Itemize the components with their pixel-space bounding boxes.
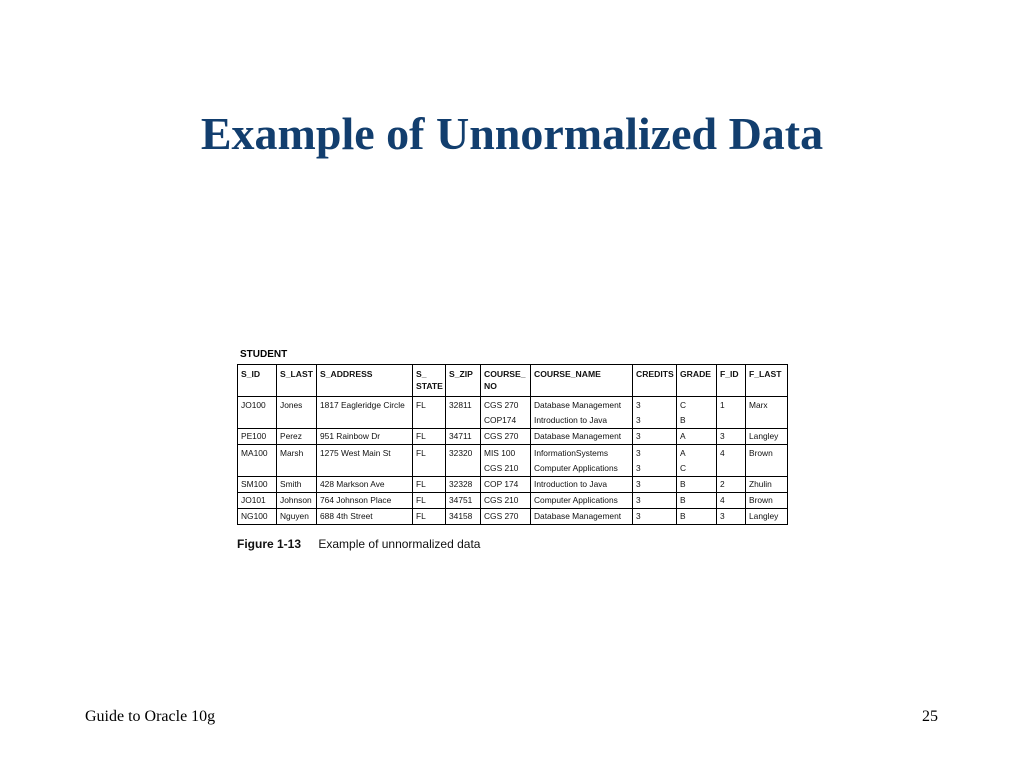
table-cell: FL — [413, 429, 446, 445]
table-cell — [413, 413, 446, 429]
column-header — [238, 365, 277, 397]
table-cell: Smith — [277, 477, 317, 493]
table-cell: CGS 270 — [481, 397, 531, 414]
table-cell — [746, 413, 788, 429]
table-cell: 1275 West Main St — [317, 445, 413, 462]
column-header — [633, 365, 677, 397]
table-cell: B — [677, 509, 717, 525]
table-cell: 4 — [717, 493, 746, 509]
figure-label: Figure 1-13 — [237, 537, 302, 551]
table-cell: A — [677, 429, 717, 445]
table-cell: Perez — [277, 429, 317, 445]
column-header-line1: CREDITS — [636, 369, 674, 379]
table-cell: MA100 — [238, 445, 277, 462]
table-cell — [277, 461, 317, 477]
table-cell: 32328 — [446, 477, 481, 493]
table-cell: C — [677, 461, 717, 477]
student-table — [237, 364, 788, 525]
column-header-line2: NO — [484, 381, 497, 391]
table-cell: CGS 210 — [481, 461, 531, 477]
table-cell: B — [677, 413, 717, 429]
table-cell: 3 — [633, 461, 677, 477]
table-cell: 3 — [633, 413, 677, 429]
table-cell — [277, 413, 317, 429]
column-header — [531, 365, 633, 397]
column-header-line1: S_LAST — [280, 369, 313, 379]
table-row — [238, 429, 788, 445]
figure-student-table — [237, 348, 789, 553]
table-cell: Brown — [746, 445, 788, 462]
table-cell: NG100 — [238, 509, 277, 525]
table-cell — [446, 413, 481, 429]
table-cell: 32320 — [446, 445, 481, 462]
column-header-line1: GRADE — [680, 369, 712, 379]
table-cell: FL — [413, 397, 446, 414]
table-cell: 34751 — [446, 493, 481, 509]
slide-title: Example of Unnormalized Data — [200, 108, 824, 159]
table-cell: 34158 — [446, 509, 481, 525]
column-header — [317, 365, 413, 397]
column-header — [446, 365, 481, 397]
column-header — [277, 365, 317, 397]
column-header-line1: S_ — [416, 369, 427, 379]
table-cell: 428 Markson Ave — [317, 477, 413, 493]
table-cell: Marsh — [277, 445, 317, 462]
page-number: 25 — [922, 708, 938, 725]
table-body — [238, 397, 788, 525]
table-cell: 3 — [633, 493, 677, 509]
table-cell: 32811 — [446, 397, 481, 414]
table-cell: Database Management — [531, 509, 633, 525]
table-cell: B — [677, 493, 717, 509]
table-cell — [238, 461, 277, 477]
table-cell: CGS 270 — [481, 429, 531, 445]
table-header-row — [238, 365, 788, 397]
table-cell: CGS 210 — [481, 493, 531, 509]
table-cell — [717, 413, 746, 429]
column-header-line1: COURSE_NAME — [534, 369, 601, 379]
table-cell: PE100 — [238, 429, 277, 445]
table-cell: 34711 — [446, 429, 481, 445]
table-cell: MIS 100 — [481, 445, 531, 462]
column-header-line1: S_ADDRESS — [320, 369, 373, 379]
column-header-line1: S_ID — [241, 369, 261, 379]
table-cell: 1817 Eagleridge Circle — [317, 397, 413, 414]
table-cell: Johnson — [277, 493, 317, 509]
column-header-line1: COURSE_ — [484, 369, 526, 379]
table-cell: 1 — [717, 397, 746, 414]
table-row — [238, 493, 788, 509]
column-header — [677, 365, 717, 397]
table-cell: Database Management — [531, 429, 633, 445]
column-header — [481, 365, 531, 397]
table-cell: JO100 — [238, 397, 277, 414]
table-cell: Database Management — [531, 397, 633, 414]
table-cell: 3 — [633, 509, 677, 525]
table-cell: COP174 — [481, 413, 531, 429]
table-cell — [717, 461, 746, 477]
figure-caption — [237, 537, 789, 553]
table-cell: Nguyen — [277, 509, 317, 525]
column-header-line1: F_ID — [720, 369, 739, 379]
table-cell: Introduction to Java — [531, 477, 633, 493]
table-cell: 764 Johnson Place — [317, 493, 413, 509]
table-cell: A — [677, 445, 717, 462]
table-cell: Langley — [746, 509, 788, 525]
table-cell: 3 — [633, 477, 677, 493]
table-row — [238, 413, 788, 429]
table-cell: 3 — [717, 509, 746, 525]
table-cell: CGS 270 — [481, 509, 531, 525]
table-cell: Computer Applications — [531, 493, 633, 509]
footer-title: Guide to Oracle 10g — [85, 708, 216, 725]
table-name: STUDENT — [240, 349, 288, 360]
table-cell: FL — [413, 445, 446, 462]
table-cell — [317, 413, 413, 429]
table-row — [238, 477, 788, 493]
table-cell: Brown — [746, 493, 788, 509]
figure-caption-text: Example of unnormalized data — [318, 537, 481, 551]
column-header — [413, 365, 446, 397]
column-header-line1: F_LAST — [749, 369, 782, 379]
table-cell: 951 Rainbow Dr — [317, 429, 413, 445]
table-cell: C — [677, 397, 717, 414]
table-cell: SM100 — [238, 477, 277, 493]
column-header-line2: STATE — [416, 381, 443, 391]
table-cell: InformationSystems — [531, 445, 633, 462]
table-cell: FL — [413, 477, 446, 493]
table-cell — [746, 461, 788, 477]
table-cell: 3 — [717, 429, 746, 445]
table-cell: 2 — [717, 477, 746, 493]
table-cell — [317, 461, 413, 477]
table-cell — [413, 461, 446, 477]
table-cell: Introduction to Java — [531, 413, 633, 429]
table-cell: JO101 — [238, 493, 277, 509]
table-cell: FL — [413, 509, 446, 525]
table-cell: 688 4th Street — [317, 509, 413, 525]
column-header — [746, 365, 788, 397]
table-cell: Langley — [746, 429, 788, 445]
table-cell: FL — [413, 493, 446, 509]
table-row — [238, 509, 788, 525]
table-cell: B — [677, 477, 717, 493]
table-cell: Zhulin — [746, 477, 788, 493]
table-cell: COP 174 — [481, 477, 531, 493]
column-header — [717, 365, 746, 397]
table-row — [238, 397, 788, 414]
table-cell — [238, 413, 277, 429]
table-cell: Marx — [746, 397, 788, 414]
table-cell — [446, 461, 481, 477]
column-header-line1: S_ZIP — [449, 369, 473, 379]
table-cell: Computer Applications — [531, 461, 633, 477]
table-cell: 3 — [633, 445, 677, 462]
table-cell: 3 — [633, 429, 677, 445]
table-cell: Jones — [277, 397, 317, 414]
table-cell: 4 — [717, 445, 746, 462]
table-row — [238, 461, 788, 477]
table-row — [238, 445, 788, 462]
table-cell: 3 — [633, 397, 677, 414]
